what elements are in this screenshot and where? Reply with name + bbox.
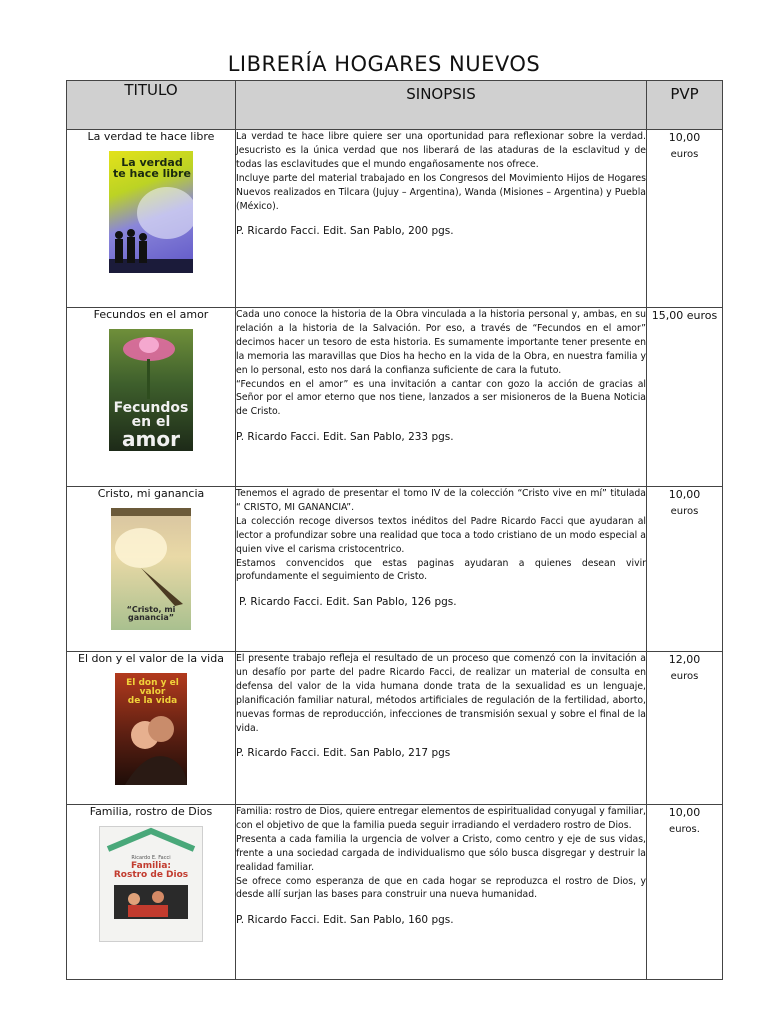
- book-price-unit: euros: [670, 671, 699, 682]
- book-cover: [99, 826, 203, 942]
- column-header-pvp: PVP: [647, 81, 723, 130]
- book-price-cell: [647, 308, 723, 487]
- book-author: P. Ricardo Facci. Edit. San Pablo, 126 pgs.: [239, 596, 457, 609]
- book-synopsis-cell: [236, 652, 647, 805]
- table-row: [67, 487, 723, 652]
- book-price: 10,00: [668, 488, 701, 501]
- book-price: 10,00: [668, 131, 701, 144]
- book-title: Fecundos en el amor: [93, 308, 209, 321]
- book-cover-text: Fecundos: [113, 400, 189, 416]
- book-price: 15,00 euros: [651, 309, 718, 322]
- book-title: El don y el valor de la vida: [78, 652, 224, 665]
- book-cover-text: en el: [131, 414, 171, 430]
- book-price-cell: [647, 487, 723, 652]
- book-synopsis: Cada uno conoce la historia de la Obra vinculada a la historia personal y, ambas, en su relación a la historia de la Salvación. Por eso, a través de “Fecundos en el amor” decimos hacer un tesoro de esta historia. Es sumamente importante tener presente en la memoria las maravillas que Dios ha hecho en la vida de la Obra, en nuestra familia y en lo personal, esto nos dará la confianza suficiente de cara la fututo. “Fecundos en el amor” es una invitación a cantar con gozo la acción de gracias al Señor por el amor eterno que nos tiene, lanzados a ser misioneros de la Buena Noticia de Cristo.: [236, 309, 646, 418]
- book-title: Familia, rostro de Dios: [89, 805, 213, 818]
- book-synopsis-cell: [236, 308, 647, 487]
- book-cover: [115, 673, 187, 785]
- book-cover-text: Ricardo E. Facci: [131, 855, 171, 861]
- table-row: [67, 805, 723, 980]
- table-row: [67, 308, 723, 487]
- book-author: P. Ricardo Facci. Edit. San Pablo, 160 pgs.: [236, 914, 454, 927]
- book-cover-text: El don y el valor: [126, 678, 179, 697]
- silhouette-icon: [109, 151, 193, 273]
- book-cover: [109, 151, 193, 273]
- book-price-cell: [647, 130, 723, 308]
- table-row: [67, 652, 723, 805]
- book-synopsis: Familia: rostro de Dios, quiere entregar elementos de espiritualidad conyugal y familiar, con el objetivo de que la familia pueda seguir irradiando el verdadero rostro de Dios. Presenta a cada familia la urgencia de volver a Cristo, como centro y eje de sus vidas, frente a una sociedad cargada de individualismo que sólo busca disgregar y destruir la realidad familiar. Se ofrece como esperanza de que en cada hogar se reproduzca el rostro de Dios, y desde allí surjan las bases para construir una nueva humanidad.: [236, 806, 646, 901]
- book-cover-text: Familia:: [131, 861, 171, 871]
- book-price-unit: euros.: [669, 824, 700, 835]
- book-synopsis: La verdad te hace libre quiere ser una oportunidad para reflexionar sobre la verdad. Jesucristo es la única verdad que nos liberará de las ataduras de la esclavitud y de todas las esclavitudes que el mundo engañosamente nos ofrece. Incluye parte del material trabajado en los Congresos del Movimiento Hijos de Hogares Nuevos realizados en Tilcara (Jujuy – Argentina), Wanda (Misiones – Argentina) y Puebla (México).: [236, 131, 646, 212]
- book-title-cell: [67, 805, 236, 980]
- page-title: LIBRERÍA HOGARES NUEVOS: [227, 52, 541, 76]
- book-title: La verdad te hace libre: [87, 130, 215, 143]
- house-icon: [100, 827, 202, 941]
- book-synopsis: Tenemos el agrado de presentar el tomo IV de la colección “Cristo vive en mí” titulada “ CRISTO, MI GANANCIA”. La colección recoge diversos textos inéditos del Padre Ricardo Facci que ayudaran al lector a profundizar sobre una realidad que toca a todo cristiano de un modo especial a quien vive el carisma cristocentrico. Estamos convencidos que estas paginas ayudaran a quienes desean vivir profundamente el seguimiento de Cristo.: [236, 488, 646, 583]
- column-header-sinopsis: SINOPSIS: [236, 81, 647, 130]
- book-author: P. Ricardo Facci. Edit. San Pablo, 233 pgs.: [236, 431, 454, 444]
- book-price-cell: [647, 805, 723, 980]
- book-synopsis-cell: [236, 130, 647, 308]
- book-cover: [109, 329, 193, 451]
- book-cover-text: La verdad: [121, 156, 183, 169]
- book-cover-text: Rostro de Dios: [113, 870, 189, 880]
- book-title: Cristo, mi ganancia: [97, 487, 205, 500]
- book-price-cell: [647, 652, 723, 805]
- book-cover-text: amor: [122, 427, 180, 451]
- book-author: P. Ricardo Facci. Edit. San Pablo, 217 pgs: [236, 747, 451, 760]
- book-cover-text: ganancia”: [127, 613, 175, 622]
- couple-icon: [115, 673, 187, 785]
- book-cover-text: de la vida: [127, 696, 178, 706]
- book-title-cell: [67, 652, 236, 805]
- book-synopsis-cell: [236, 487, 647, 652]
- book-author: P. Ricardo Facci. Edit. San Pablo, 200 pgs.: [236, 225, 454, 238]
- header-row: [67, 81, 723, 130]
- book-cover-text: te hace libre: [113, 167, 191, 180]
- book-cover-text: “Cristo, mi: [126, 605, 176, 614]
- column-header-titulo: TITULO: [67, 81, 236, 130]
- book-price: 12,00: [668, 653, 701, 666]
- catalog-table: [66, 80, 723, 980]
- book-price-unit: euros: [670, 506, 699, 517]
- book-synopsis: El presente trabajo refleja el resultado de un proceso que comenzó con la invitación a un desafío por parte del padre Ricardo Facci, de realizar un material de consulta en defensa del valor de la vida humana donde trata de la sexualidad es un lenguaje, planificación familiar natural, métodos artificiales de regulación de la fertilidad, aborto, nuevas formas de reproducción, infecciones de transmisión sexual y sobre el final de la vida.: [236, 653, 646, 734]
- book-price: 10,00: [668, 806, 701, 819]
- book-price-unit: euros: [670, 149, 699, 160]
- book-title-cell: [67, 487, 236, 652]
- book-synopsis-cell: [236, 805, 647, 980]
- book-cover: [111, 508, 191, 630]
- book-title-cell: [67, 308, 236, 487]
- book-title-cell: [67, 130, 236, 308]
- table-row: [67, 130, 723, 308]
